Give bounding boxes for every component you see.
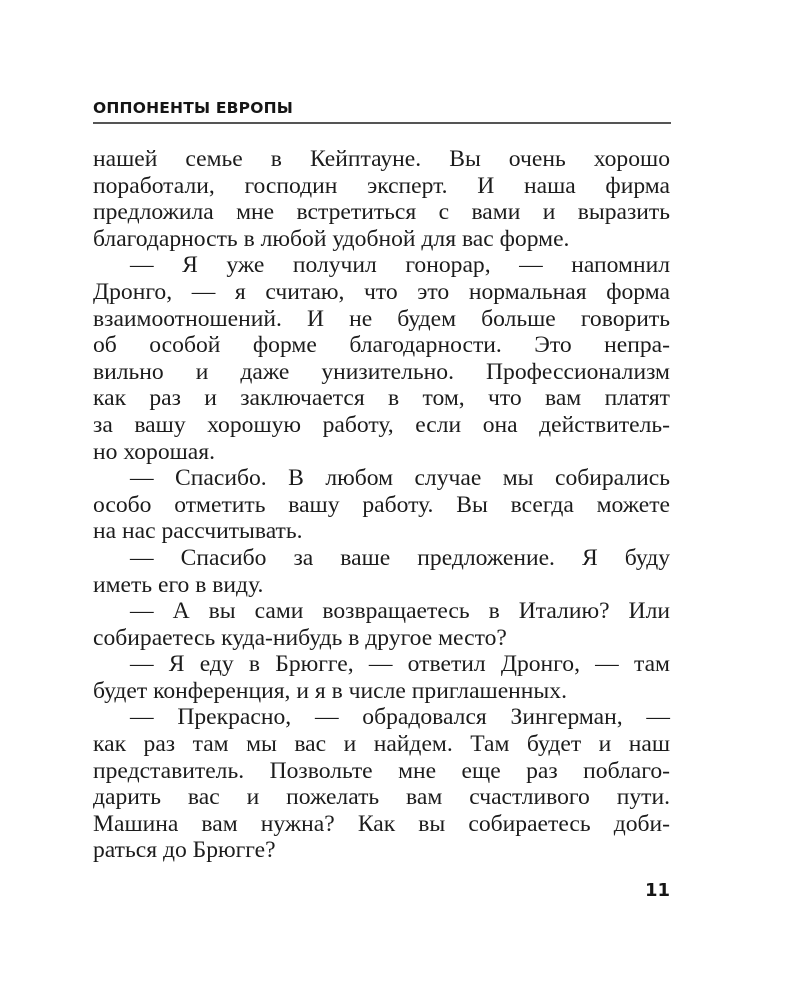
text-line: — Спасибо. В любом случае мы собирались (130, 465, 670, 492)
running-head-title: ОППОНЕНТЫ ЕВРОПЫ (93, 99, 294, 117)
text-line: предложила мне встретиться с вами и выразить (93, 199, 670, 226)
text-line: будет конференция, и я в числе приглашенных. (93, 677, 567, 704)
text-line: благодарность в любой удобной для вас форме. (93, 225, 570, 252)
text-line: раться до Брюгге? (93, 837, 276, 864)
text-line: за вашу хорошую работу, если она действитель- (93, 411, 670, 438)
text-line: — А вы сами возвращаетесь в Италию? Или (130, 598, 670, 625)
text-line: но хорошая. (93, 438, 216, 465)
text-line: как раз там мы вас и найдем. Там будет и наш (93, 731, 670, 758)
text-line: — Прекрасно, — обрадовался Зингерман, — (130, 704, 670, 731)
text-line: взаимоотношений. И не будем больше говорить (93, 305, 670, 332)
text-line: вильно и даже унизительно. Профессионализм (93, 358, 670, 385)
text-line: поработали, господин эксперт. И наша фирма (93, 172, 670, 199)
page-number: 11 (644, 880, 670, 901)
text-line: — Я уже получил гонорар, — напомнил (130, 252, 670, 279)
text-line: нашей семье в Кейптауне. Вы очень хорошо (93, 146, 670, 172)
text-line: Дронго, — я считаю, что это нормальная форма (93, 278, 670, 305)
page-body-text (93, 146, 670, 864)
text-line: — Спасибо за ваше предложение. Я буду (130, 544, 670, 571)
header-rule (93, 122, 671, 124)
text-line: об особой форме благодарности. Это непра- (93, 332, 670, 359)
text-line: иметь его в виду. (93, 571, 264, 598)
text-line: — Я еду в Брюгге, — ответил Дронго, — там (130, 651, 670, 678)
text-line: Машина вам нужна? Как вы собираетесь доби- (93, 810, 670, 837)
text-line: представитель. Позвольте мне еще раз поблаго- (93, 757, 670, 784)
text-line: дарить вас и пожелать вам счастливого пути. (93, 784, 670, 811)
text-line: на нас рассчитывать. (93, 518, 303, 545)
text-line: как раз и заключается в том, что вам платят (93, 385, 670, 412)
text-line: особо отметить вашу работу. Вы всегда можете (93, 491, 670, 518)
text-line: собираетесь куда-нибудь в другое место? (93, 624, 507, 651)
